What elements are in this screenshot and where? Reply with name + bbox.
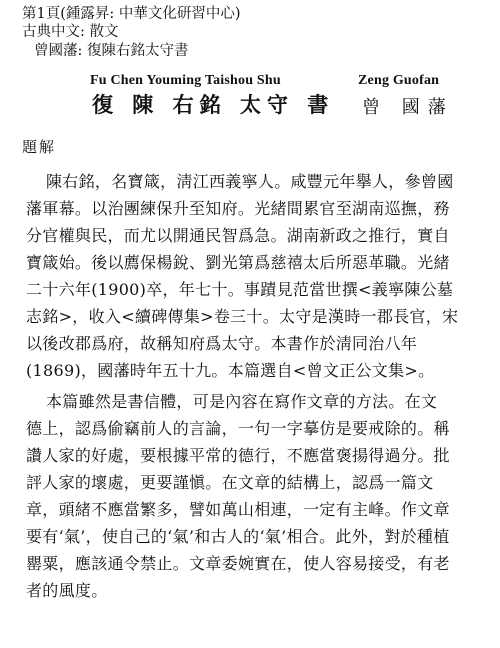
body-line: 章，頭緒不應當繁多，譬如萬山相連，一定有主峰。作文章 <box>26 500 450 519</box>
body-line: 陳右銘，名寶箴，淸江西義寧人。咸豐元年擧人，參曾國 <box>46 172 454 191</box>
header-source-line: 第1頁(鍾露昇: 中華文化研習中心) <box>22 6 241 22</box>
body-line: 二十六年(1900)卒，年七十。事蹟見范當世撰<義寧陳公墓 <box>26 280 454 299</box>
body-line: 本篇雖然是書信體，可是內容在寫作文章的方法。在文 <box>46 392 438 411</box>
body-line: 罌粟，應該通令禁止。文章委婉實在，使人容易接受，有老 <box>26 554 450 573</box>
title-pinyin: Fu Chen Youming Taishou Shu <box>90 73 281 88</box>
author-chinese: 曾 國藩 <box>362 97 454 118</box>
body-line: (1869)，國藩時年五十九。本篇選自<曾文正公文集>。 <box>26 361 435 380</box>
section-heading: 題解 <box>22 138 57 156</box>
body-line: 寶箴始。後以薦保楊銳、劉光第爲慈禧太后所惡革職。光緒 <box>26 253 450 272</box>
header-category-line: 古典中文: 散文 <box>22 24 119 40</box>
body-line: 要有‘氣’，使自己的‘氣’和古人的‘氣’相合。此外，對於種植 <box>26 527 450 546</box>
author-pinyin: Zeng Guofan <box>358 73 440 88</box>
body-line: 者的風度。 <box>26 581 108 600</box>
body-line: 評人家的壞處，更要謹愼。在文章的結構上，認爲一篇文 <box>26 473 434 492</box>
body-line: 藩軍幕。以治團練保升至知府。光緒間累官至湖南巡撫，務 <box>26 199 450 218</box>
body-line: 分官權與民，而尤以開通民智爲急。湖南新政之推行，實自 <box>26 226 450 245</box>
header-work-line: 曾國藩: 復陳右銘太守書 <box>34 43 189 59</box>
body-line: 志銘>，收入<續碑傳集>卷三十。太守是漢時一郡長官，宋 <box>26 307 459 326</box>
title-chinese: 復 陳 右銘 太守 書 <box>92 92 335 117</box>
body-line: 讚人家的好處，要根據平常的德行，不應當褒揚得過分。批 <box>26 446 450 465</box>
body-line: 德上，認爲偷竊前人的言論，一句一字摹仿是要戒除的。稱 <box>26 419 450 438</box>
body-line: 以後改郡爲府，故稱知府爲太守。本書作於淸同治八年 <box>26 334 418 353</box>
